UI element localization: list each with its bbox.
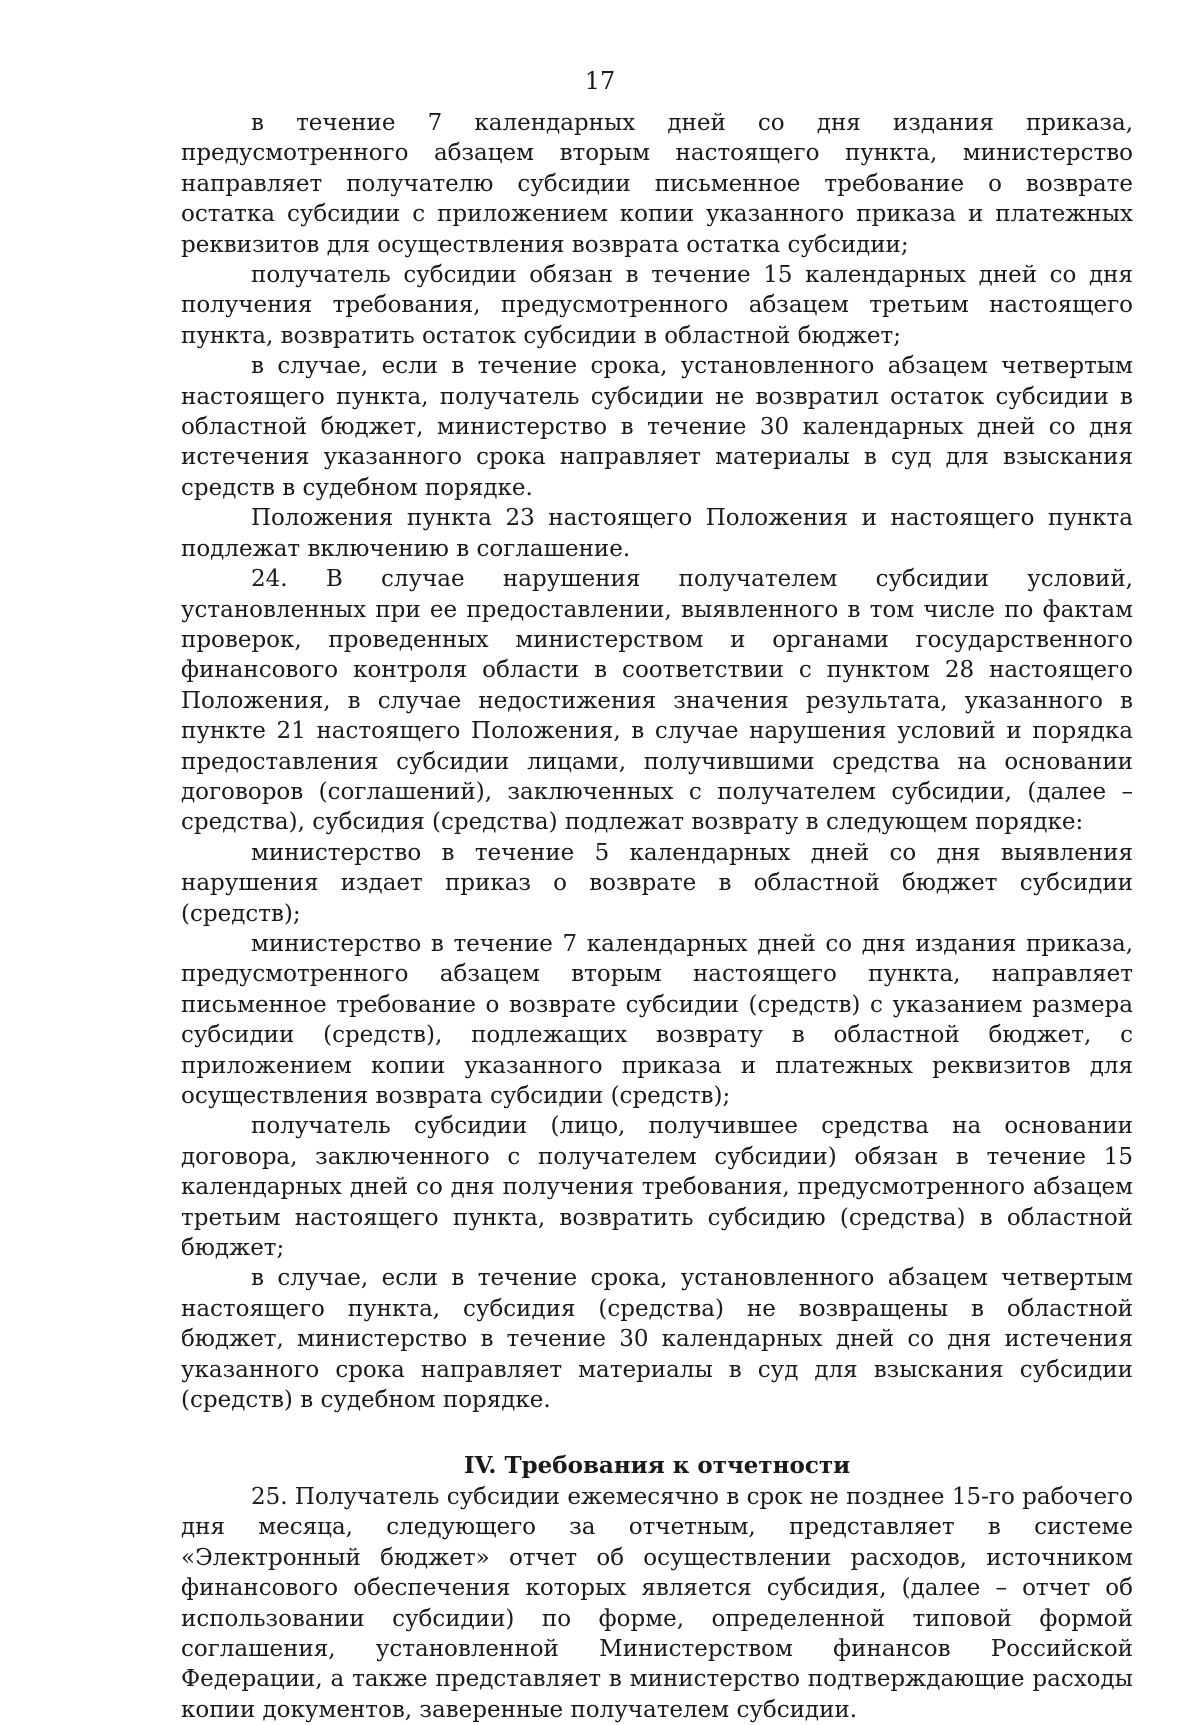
paragraph-court-referral: в случае, если в течение срока, установленного абзацем четвертым настоящего пункта, получатель субсидии не возвратил остаток субсидии в областной бюджет, министерство в течение 30 календарных дней со дня истечения указанного срока направляет материалы в суд для взыскания средств в судебном порядке. — [181, 353, 1133, 501]
paragraph-written-demand: министерство в течение 7 календарных дней со дня издания приказа, предусмотренного абзацем вторым настоящего пункта, направляет письменное требование о возврате субсидии (средств) с указанием размера субсидии (средств), подлежащих возврату в областной бюджет, с приложением копии указанного приказа и платежных реквизитов для осуществления возврата субсидии (средств); — [181, 930, 1133, 1109]
section-heading: IV. Требования к отчетности — [463, 1452, 851, 1480]
paragraph-return-obligation: получатель субсидии (лицо, получившее средства на основании договора, заключенного с получателем субсидии) обязан в течение 15 календарных дней со дня получения требования, предусмотренного абзацем третьим настоящего пункта, возвратить субсидию (средства) в областной бюджет; — [181, 1113, 1133, 1262]
page-number: 17 — [584, 67, 616, 95]
paragraph-recipient-obligation: получатель субсидии обязан в течение 15 календарных дней со дня получения требования, предусмотренного абзацем третьим настоящего пункта, возвратить остаток субсидии в областной бюджет; — [181, 262, 1133, 349]
paragraph-clause-25: 25. Получатель субсидии ежемесячно в срок не позднее 15-го рабочего дня месяца, следующего за отчетным, представляет в системе «Электронный бюджет» отчет об осуществлении расходов, источником финансового обеспечения которых является субсидия, (далее – отчет об использовании субсидии) по форме, определенной типовой формой соглашения, установленной Министерством финансов Российской Федерации, а также представляет в министерство подтверждающие расходы копии документов, заверенные получателем субсидии. — [181, 1483, 1133, 1723]
paragraph-order-issue: министерство в течение 5 календарных дней со дня выявления нарушения издает приказ о возврате в областной бюджет субсидии (средств); — [181, 839, 1133, 927]
paragraph-return-demand: в течение 7 календарных дней со дня издания приказа, предусмотренного абзацем вторым настоящего пункта, министерство направляет получателю субсидии письменное требование о возврате остатка субсидии с приложением копии указанного приказа и платежных реквизитов для осуществления возврата остатка субсидии; — [181, 110, 1133, 258]
paragraph-court-collection: в случае, если в течение срока, установленного абзацем четвертым настоящего пункта, субсидия (средства) не возвращены в областной бюджет, министерство в течение 30 календарных дней со дня истечения указанного срока направляет материалы в суд для взыскания субсидии (средств) в судебном порядке. — [181, 1265, 1133, 1414]
paragraph-agreement-inclusion: Положения пункта 23 настоящего Положения и настоящего пункта подлежат включению в соглашение. — [181, 505, 1133, 562]
paragraph-clause-24: 24. В случае нарушения получателем субсидии условий, установленных при ее предоставлении, выявленного в том числе по фактам проверок, проведенных министерством и органами государственного финансового контроля области в соответствии с пунктом 28 настоящего Положения, в случае недостижения значения результата, указанного в пункте 21 настоящего Положения, в случае нарушения условий и порядка предоставления субсидии лицами, получившими средства на основании договоров (соглашений), заключенных с получателем субсидии, (далее – средства), субсидия (средства) подлежат возврату в следующем порядке: — [181, 566, 1133, 836]
document-body — [181, 108, 1133, 1725]
